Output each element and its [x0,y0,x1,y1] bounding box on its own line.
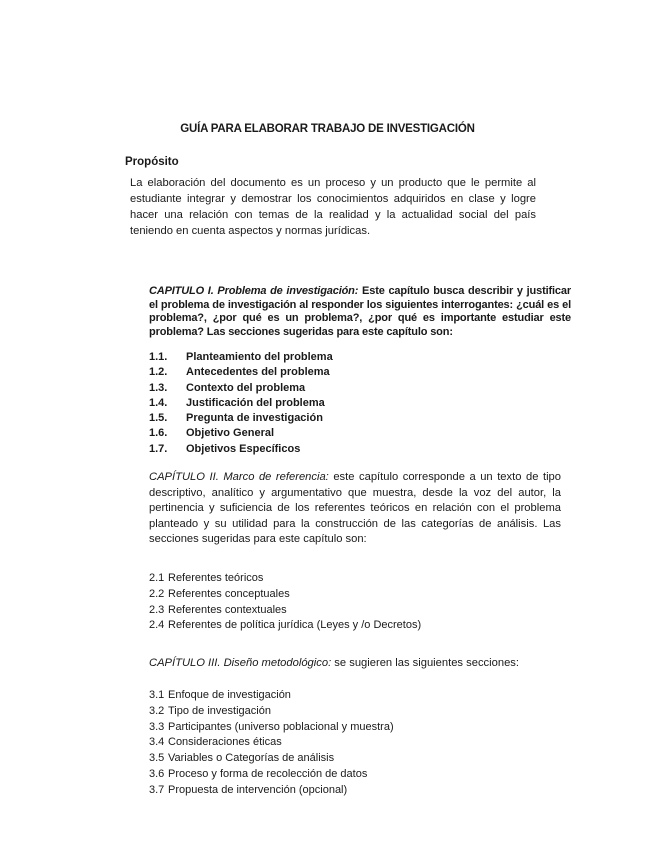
section-label: Enfoque de investigación [168,689,291,701]
purpose-paragraph: La elaboración del documento es un proceso y un producto que le permite al estudiante integrar y demostrar los conocimientos adquiridos en clase y logre hacer una relación con temas de la realidad y la actualidad social del país teniendo en cuenta aspectos y normas jurídicas. [130,177,536,237]
chapter-3-lead: CAPÍTULO III. Diseño metodológico: [149,657,332,669]
chapter-2-text: este capítulo corresponde a un texto de tipo descriptivo, analítico y argumentativo que muestra, desde la voz del autor, la pertinencia y suficiencia de los referentes teóricos en relación con el problema planteado y su utilidad para la construcción de las categorías de análisis. Las secciones sugeridas para este capítulo son: [149,471,561,545]
section-number: 2.2 [149,587,165,600]
section-label: Participantes (universo poblacional y muestra) [168,720,394,733]
list-item [149,767,394,783]
list-item [149,365,333,380]
chapter-2-sections [149,571,421,634]
section-number: 3.7 [149,783,165,796]
section-label: Justificación del problema [186,396,325,409]
section-number: 1.1. [149,351,168,363]
chapter-3-text: se sugieren las siguientes secciones: [331,657,519,669]
list-item [149,350,333,365]
section-label: Pregunta de investigación [186,412,323,425]
section-number: 1.4. [149,396,168,409]
section-label: Propuesta de intervención (opcional) [168,783,348,796]
list-item [149,783,394,799]
chapter-1-sections [149,350,333,457]
list-item [149,688,394,704]
section-number: 1.6. [149,427,168,440]
section-label: Contexto del problema [186,381,306,394]
section-number: 2.1 [149,572,165,584]
section-number: 1.2. [149,366,168,379]
section-label: Tipo de investigación [168,704,271,717]
section-number: 3.5 [149,752,165,765]
list-item [149,396,333,411]
section-label: Antecedentes del problema [186,366,330,379]
chapter-2-lead: CAPÍTULO II. Marco de referencia: [149,471,329,483]
section-number: 3.4 [149,736,165,749]
section-number: 3.1 [149,689,165,701]
section-label: Planteamiento del problema [186,351,333,363]
purpose-heading: Propósito [125,156,179,168]
list-item [149,618,421,634]
section-label: Objetivo General [186,427,275,440]
section-label: Referentes conceptuales [168,587,290,600]
chapter-1-lead: CAPITULO I. Problema de investigación: [149,285,359,297]
list-item [149,704,394,720]
chapter-3-sections [149,688,394,799]
list-item [149,381,333,396]
list-item [149,587,421,603]
section-label: Objetivos Específicos [186,442,301,455]
section-label: Variables o Categorías de análisis [168,752,335,765]
chapter-2-paragraph [149,470,561,548]
list-item [149,426,333,441]
section-label: Referentes de política jurídica (Leyes y /o Decretos) [168,619,422,632]
list-item [149,411,333,426]
document-title: GUÍA PARA ELABORAR TRABAJO DE INVESTIGACIÓN [180,123,475,135]
section-number: 1.5. [149,412,168,425]
chapter-1-paragraph [149,285,571,339]
list-item [149,735,394,751]
list-item [149,442,333,457]
list-item [149,571,421,587]
section-label: Referentes teóricos [168,572,264,584]
section-number: 3.6 [149,767,165,780]
section-number: 3.3 [149,720,165,733]
section-number: 2.4 [149,619,165,632]
section-label: Consideraciones éticas [168,736,282,749]
section-number: 3.2 [149,704,165,717]
section-label: Proceso y forma de recolección de datos [168,767,368,780]
section-number: 1.7. [149,442,168,455]
list-item [149,720,394,736]
list-item [149,751,394,767]
section-number: 1.3. [149,381,168,394]
section-number: 2.3 [149,603,165,616]
section-label: Referentes contextuales [168,603,287,616]
chapter-3-paragraph [149,656,569,671]
chapter-1-text: Este capítulo busca describir y justificar el problema de investigación al responder los siguientes interrogantes: ¿cuál es el problema?, ¿por qué es un problema?, ¿por qué es importante estudiar este problema? Las secciones sugeridas para este capítulo son: [149,285,571,338]
list-item [149,603,421,619]
